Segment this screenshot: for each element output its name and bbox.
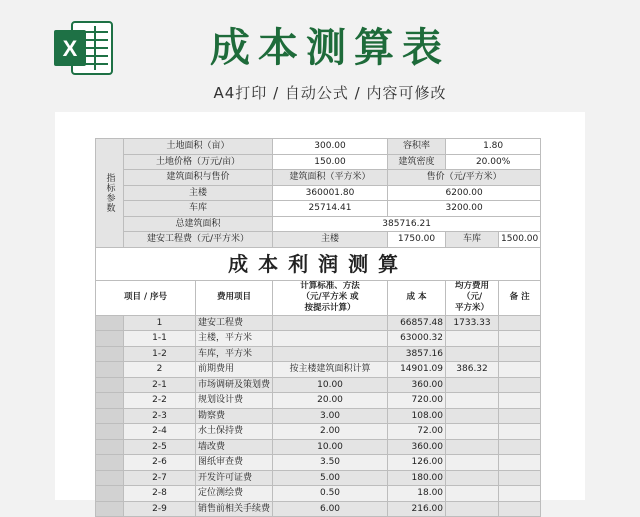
remark-cell[interactable] [499,331,541,347]
indicator-label: 土地面积（亩） [124,139,273,155]
avg-cost-cell[interactable]: 386.32 [446,362,499,378]
remark-cell[interactable] [499,393,541,409]
table-row [96,439,541,455]
header [0,0,640,110]
cost-item-cell[interactable]: 水土保持费 [196,424,273,440]
row-gutter-cell [96,377,124,393]
indicator-label: 主楼 [124,185,273,201]
row-gutter-cell [96,470,124,486]
avg-cost-cell[interactable] [446,439,499,455]
page-title: 成本测算表 [210,24,450,71]
avg-cost-cell[interactable] [446,331,499,347]
table-row [96,455,541,471]
table-row [96,501,541,517]
indicator-value[interactable]: 3200.00 [388,201,541,217]
method-cell[interactable]: 10.00 [273,439,388,455]
indicator-label: 建筑面积与售价 [124,170,273,186]
method-cell[interactable]: 6.00 [273,501,388,517]
cost-value-cell[interactable]: 3857.16 [388,346,446,362]
cost-item-cell[interactable]: 定位测绘费 [196,486,273,502]
indicator-label: 土地价格（万元/亩） [124,154,273,170]
remark-cell[interactable] [499,486,541,502]
table-row [96,331,541,347]
remark-cell[interactable] [499,362,541,378]
row-gutter-cell [96,486,124,502]
avg-cost-cell[interactable]: 1733.33 [446,315,499,331]
method-cell[interactable]: 3.50 [273,455,388,471]
profit-title: 成本利润测算 [96,247,541,280]
remark-cell[interactable] [499,315,541,331]
cost-value-cell[interactable]: 14901.09 [388,362,446,378]
cost-item-cell[interactable]: 勘察费 [196,408,273,424]
indicator-subheader: 车库 [446,232,499,248]
row-gutter-cell [96,408,124,424]
indicator-section [96,139,541,248]
row-number-cell[interactable]: 1-1 [124,331,196,347]
indicator-side-label: 指标参数 [96,139,124,248]
row-gutter-cell [96,315,124,331]
cost-value-cell[interactable]: 180.00 [388,470,446,486]
indicator-value[interactable]: 6200.00 [388,185,541,201]
indicator-value[interactable]: 20.00% [446,154,541,170]
cost-item-cell[interactable]: 规划设计费 [196,393,273,409]
method-cell[interactable]: 20.00 [273,393,388,409]
indicator-value[interactable]: 1.80 [446,139,541,155]
indicator-label: 建筑密度 [388,154,446,170]
avg-cost-cell[interactable] [446,486,499,502]
indicator-value[interactable]: 150.00 [273,154,388,170]
row-number-cell[interactable]: 1-2 [124,346,196,362]
cost-value-cell[interactable]: 63000.32 [388,331,446,347]
row-gutter-cell [96,501,124,517]
method-cell[interactable]: 2.00 [273,424,388,440]
table-row [96,424,541,440]
row-gutter-cell [96,362,124,378]
method-cell[interactable]: 0.50 [273,486,388,502]
method-cell[interactable] [273,331,388,347]
cost-rows [96,315,541,517]
cost-item-cell[interactable]: 主楼，平方米 [196,331,273,347]
column-header: 均方费用 （元/ 平方米） [446,280,499,315]
cost-value-cell[interactable]: 360.00 [388,439,446,455]
remark-cell[interactable] [499,470,541,486]
cost-item-cell[interactable]: 销售前相关手续费 [196,501,273,517]
logo-letter: X [62,36,78,61]
avg-cost-cell[interactable] [446,455,499,471]
avg-cost-cell[interactable] [446,346,499,362]
cost-item-cell[interactable]: 墙改费 [196,439,273,455]
indicator-label: 总建筑面积 [124,216,273,232]
indicator-label: 车库 [124,201,273,217]
avg-cost-cell[interactable] [446,377,499,393]
avg-cost-cell[interactable] [446,470,499,486]
method-cell[interactable]: 5.00 [273,470,388,486]
column-header: 成 本 [388,280,446,315]
remark-cell[interactable] [499,408,541,424]
table-row [96,346,541,362]
row-gutter-cell [96,455,124,471]
indicator-subheader: 建筑面积（平方米） [273,170,388,186]
indicator-value[interactable]: 1750.00 [388,232,446,248]
cost-table [95,138,541,517]
table-row [96,486,541,502]
cost-value-cell[interactable]: 720.00 [388,393,446,409]
excel-logo-icon [52,20,114,76]
cost-item-cell[interactable]: 开发许可证费 [196,470,273,486]
row-number-cell[interactable]: 2-9 [124,501,196,517]
row-gutter-cell [96,439,124,455]
row-number-cell[interactable]: 2-8 [124,486,196,502]
table-row [96,470,541,486]
row-number-cell[interactable]: 1 [124,315,196,331]
row-gutter-cell [96,346,124,362]
cost-item-cell[interactable]: 建安工程费 [196,315,273,331]
cost-item-cell[interactable]: 车库，平方米 [196,346,273,362]
cost-value-cell[interactable]: 72.00 [388,424,446,440]
cost-item-cell[interactable]: 市场调研及策划费 [196,377,273,393]
row-gutter-cell [96,331,124,347]
method-cell[interactable]: 3.00 [273,408,388,424]
method-cell[interactable] [273,315,388,331]
avg-cost-cell[interactable] [446,393,499,409]
remark-cell[interactable] [499,377,541,393]
indicator-subheader: 主楼 [273,232,388,248]
indicator-value[interactable]: 1500.00 [499,232,541,248]
column-header: 备 注 [499,280,541,315]
table-row [96,408,541,424]
row-number-cell[interactable]: 2-6 [124,455,196,471]
column-header: 项目 / 序号 [96,280,196,315]
row-number-cell[interactable]: 2-7 [124,470,196,486]
cost-value-cell[interactable]: 66857.48 [388,315,446,331]
row-number-cell[interactable]: 2-5 [124,439,196,455]
profit-section [96,247,541,315]
remark-cell[interactable] [499,501,541,517]
column-header: 费用项目 [196,280,273,315]
table-row [96,362,541,378]
remark-cell[interactable] [499,424,541,440]
spreadsheet-page [55,112,585,514]
remark-cell[interactable] [499,455,541,471]
avg-cost-cell[interactable] [446,408,499,424]
method-cell[interactable]: 10.00 [273,377,388,393]
indicator-value[interactable]: 360001.80 [273,185,388,201]
remark-cell[interactable] [499,346,541,362]
cost-value-cell[interactable]: 216.00 [388,501,446,517]
indicator-value[interactable]: 300.00 [273,139,388,155]
method-cell[interactable]: 按主楼建筑面积计算 [273,362,388,378]
column-header: 计算标准、方法 （元/平方米 或 按提示计算） [273,280,388,315]
cost-item-cell[interactable]: 前期费用 [196,362,273,378]
row-number-cell[interactable]: 2-2 [124,393,196,409]
row-number-cell[interactable]: 2 [124,362,196,378]
indicator-value[interactable]: 385716.21 [273,216,541,232]
table-row [96,315,541,331]
row-gutter-cell [96,424,124,440]
table-row [96,393,541,409]
indicator-subheader: 售价（元/平方米） [388,170,541,186]
table-row [96,377,541,393]
cost-value-cell[interactable]: 126.00 [388,455,446,471]
indicator-label: 建安工程费（元/平方米） [124,232,273,248]
row-number-cell[interactable]: 2-1 [124,377,196,393]
cost-item-cell[interactable]: 图纸审查费 [196,455,273,471]
page-subtitle: A4打印 / 自动公式 / 内容可修改 [213,84,447,102]
row-number-cell[interactable]: 2-4 [124,424,196,440]
row-number-cell[interactable]: 2-3 [124,408,196,424]
remark-cell[interactable] [499,439,541,455]
cost-value-cell[interactable]: 18.00 [388,486,446,502]
avg-cost-cell[interactable] [446,501,499,517]
indicator-value[interactable]: 25714.41 [273,201,388,217]
row-gutter-cell [96,393,124,409]
avg-cost-cell[interactable] [446,424,499,440]
cost-value-cell[interactable]: 360.00 [388,377,446,393]
indicator-label: 容积率 [388,139,446,155]
method-cell[interactable] [273,346,388,362]
cost-value-cell[interactable]: 108.00 [388,408,446,424]
sheet-top-margin [55,112,585,138]
